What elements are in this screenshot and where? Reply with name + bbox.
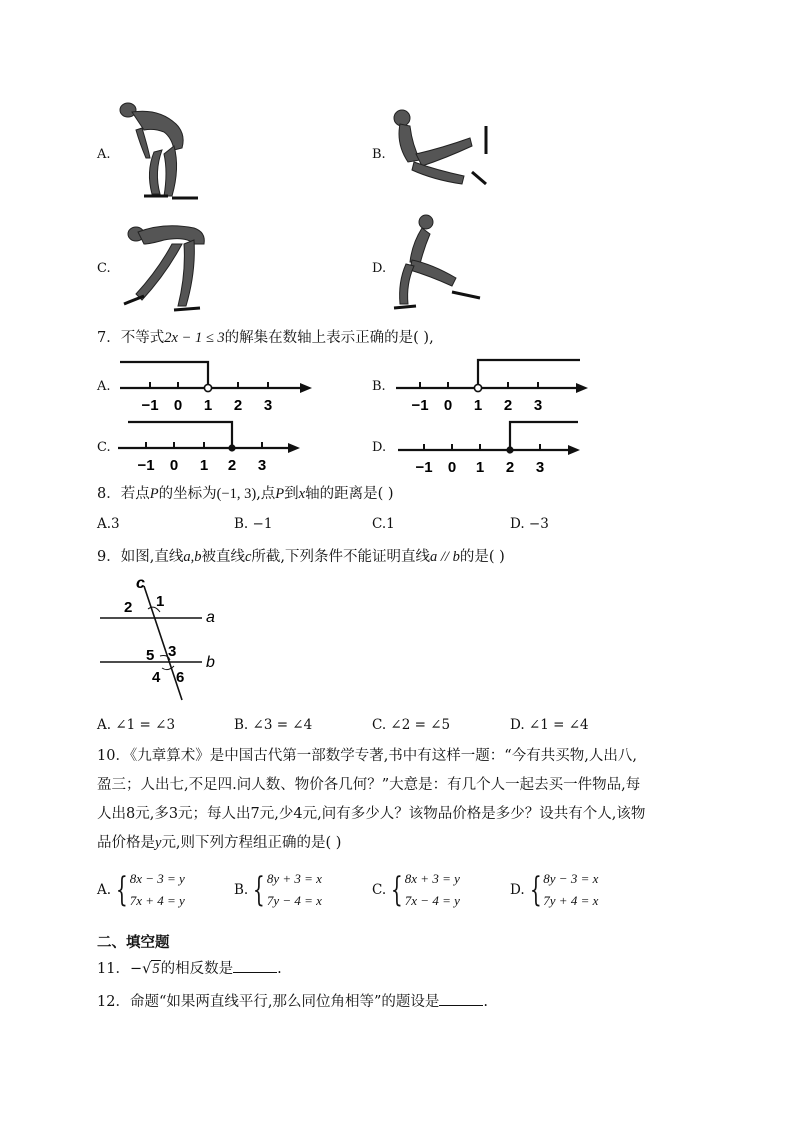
angle-5: 5 (146, 647, 155, 664)
tick-b-0: −1 (411, 397, 429, 414)
q7-option-a-label: A. (97, 379, 111, 394)
q10-b-eq1: 8y + 3 = x (266, 871, 322, 886)
q10-c-eq1: 8x + 3 = y (404, 871, 460, 886)
q10-line-2: 盈三；人出七,不足四.问人数、物价各几何？”大意是：有几个人一起去买一件物品,每 (97, 777, 641, 793)
q9-lines-ab: a,b (183, 549, 202, 565)
tick-a-0: −1 (141, 397, 159, 414)
q9-option-b: B. ∠3 = ∠4 (234, 717, 313, 733)
tick-c-2: 1 (199, 457, 209, 474)
q8-stem-b: 的坐标为 (158, 486, 217, 502)
q9-option-d: D. ∠1 = ∠4 (510, 717, 589, 733)
q10-option-a-label: A. (97, 882, 112, 898)
q12-end: . (483, 994, 488, 1010)
q10-line-4a: 品价格是 (97, 835, 155, 851)
q6-option-d-label: D. (372, 261, 387, 276)
brace-icon: { (253, 870, 265, 910)
label-b: b (206, 654, 215, 671)
q8-point-p: P (149, 486, 159, 502)
q10-option-c (372, 868, 460, 912)
q9-line-c: c (244, 549, 252, 565)
q8-coordinate: (−1, 3) (216, 486, 257, 502)
tick-c-3: 2 (227, 457, 237, 474)
q11-minus: − (129, 961, 143, 977)
q8-stem-d: 到 (284, 486, 299, 502)
q9-option-a: A. ∠1 = ∠3 (97, 717, 176, 733)
q11-number: 11． (97, 961, 130, 977)
q9-stem (97, 545, 505, 566)
q10-var-y: y (155, 835, 162, 851)
tick-d-1: 0 (447, 459, 457, 476)
angle-3: 3 (168, 643, 177, 660)
q10-option-b (234, 868, 322, 912)
q10-option-b-label: B. (234, 882, 249, 898)
q10-line-3: 人出8元,多3元；每人出7元,少4元,问有多少人？该物品价格是多少？设共有个人,该物 (97, 806, 646, 822)
q8-stem (97, 482, 394, 503)
tick-b-3: 2 (503, 397, 513, 414)
q10-line-4 (97, 829, 697, 858)
q10-option-c-label: C. (372, 882, 387, 898)
q8-option-c: C.1 (372, 516, 395, 532)
angle-6: 6 (176, 669, 185, 686)
q8-point-p-2: P (275, 486, 285, 502)
q7-number-line-a (116, 356, 316, 416)
brace-icon: { (115, 870, 128, 910)
q8-option-d: D. −3 (510, 516, 549, 532)
section-title: 二、填空题 (97, 935, 170, 951)
q9-stem-b: 被直线 (201, 549, 245, 565)
tick-b-4: 3 (533, 397, 543, 414)
q8-stem-c: ,点 (256, 486, 276, 502)
q10-stem (97, 742, 697, 858)
q9-stem-d: 的是( ) (459, 549, 505, 565)
angle-1: 1 (156, 593, 165, 610)
q8-option-b: B. −1 (234, 516, 273, 532)
skater-jumping-icon (388, 208, 490, 314)
q10-line-1: 10．《九章算术》是中国古代第一部数学专著,书中有这样一题：“今有共买物,人出八, (97, 748, 637, 764)
tick-a-4: 3 (263, 397, 273, 414)
tick-a-1: 0 (173, 397, 183, 414)
q9-parallel: a // b (430, 549, 460, 565)
tick-c-0: −1 (137, 457, 155, 474)
tick-d-2: 1 (475, 459, 485, 476)
q8-option-a: A.3 (97, 516, 120, 532)
q11-end: . (277, 961, 282, 977)
q9-transversal-figure (96, 572, 226, 704)
q7-stem-prefix: 7．不等式 (97, 330, 165, 346)
q10-option-d-label: D. (510, 882, 525, 898)
q10-option-a (97, 868, 185, 912)
skater-bent-forward-icon (114, 214, 214, 318)
q7-stem-suffix: 的解集在数轴上表示正确的是( ), (224, 330, 434, 346)
label-c: c (136, 575, 145, 592)
tick-b-2: 1 (473, 397, 483, 414)
q6-option-a-label: A. (97, 147, 111, 162)
tick-c-1: 0 (169, 457, 179, 474)
brace-icon: { (391, 870, 403, 910)
tick-a-3: 2 (233, 397, 243, 414)
q10-d-eq1: 8y − 3 = x (543, 871, 599, 886)
tick-d-3: 2 (505, 459, 515, 476)
q7-number-line-b (392, 356, 592, 416)
q10-line-4b: 元,则下列方程组正确的是( ) (161, 835, 342, 851)
q10-d-eq2: 7y + 4 = x (543, 893, 599, 908)
sqrt-icon: √ (142, 961, 152, 977)
q10-option-d (510, 868, 598, 912)
q7-number-line-c (114, 416, 314, 476)
q7-option-c-label: C. (97, 440, 111, 455)
q6-option-c-label: C. (97, 261, 111, 276)
q8-stem-e: 轴的距离是( ) (305, 486, 394, 502)
label-a: a (206, 609, 215, 626)
q8-stem-a: 8．若点 (97, 486, 150, 502)
tick-d-0: −1 (415, 459, 433, 476)
q11-answer-blank[interactable] (233, 960, 277, 973)
q11-radicand: 5 (152, 961, 160, 977)
q7-inequality: 2x − 1 ≤ 3 (164, 330, 225, 346)
q11-text: 的相反数是 (160, 961, 234, 977)
brace-icon: { (529, 870, 542, 910)
tick-a-2: 1 (203, 397, 213, 414)
q7-number-line-d (394, 416, 594, 476)
skater-leaning-back-icon (386, 104, 498, 200)
q11 (97, 957, 282, 978)
skater-crouched-icon (114, 98, 214, 208)
q10-c-eq2: 7x − 4 = y (404, 893, 460, 908)
tick-c-4: 3 (257, 457, 267, 474)
q7-option-d-label: D. (372, 440, 387, 455)
tick-d-4: 3 (535, 459, 545, 476)
q8-x-axis: x (298, 486, 306, 502)
q7-option-b-label: B. (372, 379, 386, 394)
q9-stem-c: 所截,下列条件不能证明直线 (251, 549, 431, 565)
q12-answer-blank[interactable] (439, 993, 483, 1006)
q10-b-eq2: 7y − 4 = x (266, 893, 322, 908)
angle-2: 2 (124, 599, 133, 616)
tick-b-1: 0 (443, 397, 453, 414)
q12 (97, 990, 488, 1011)
angle-4: 4 (152, 669, 161, 686)
q7-stem (97, 326, 434, 347)
q9-stem-a: 9．如图,直线 (97, 549, 184, 565)
q6-option-b-label: B. (372, 147, 386, 162)
q10-a-eq1: 8x − 3 = y (129, 871, 185, 886)
q9-option-c: C. ∠2 = ∠5 (372, 717, 451, 733)
q10-a-eq2: 7x + 4 = y (129, 893, 185, 908)
q12-text: 12．命题“如果两直线平行,那么同位角相等”的题设是 (97, 994, 440, 1010)
